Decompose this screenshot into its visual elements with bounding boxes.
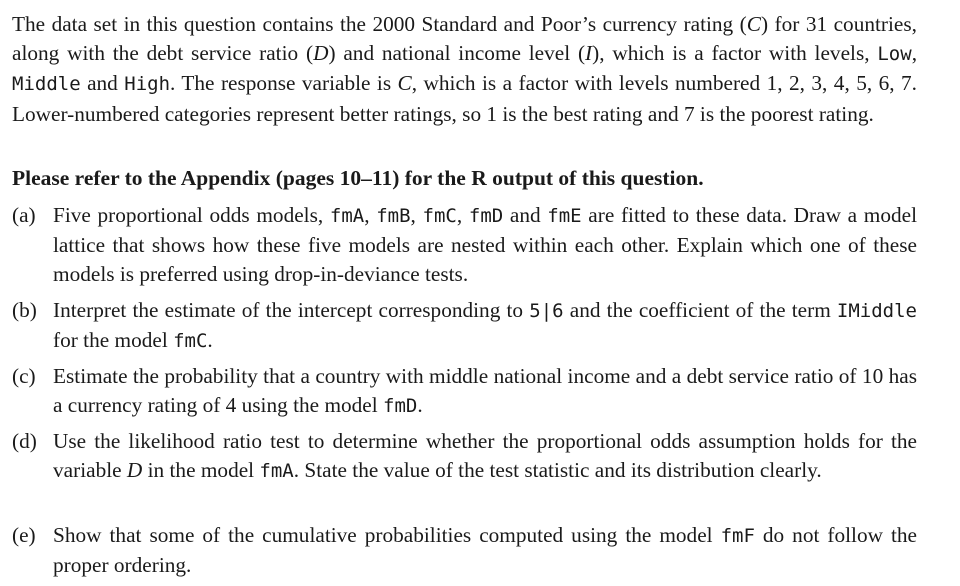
intro-text: and: [80, 71, 125, 96]
intro-text: ) for 31 countries, along with the debt service ratio (: [12, 12, 917, 66]
intro-text: The data set in this question contains the 2000 Standard and Poor’s currency rating (: [12, 12, 747, 36]
part-text: [53, 427, 917, 486]
part-text: [53, 201, 917, 290]
part-label: (b): [12, 298, 37, 322]
part-a-text: and: [503, 203, 548, 227]
var-i: I: [585, 41, 593, 66]
part-label: (a): [12, 203, 36, 227]
model-fma: fmA: [329, 205, 365, 227]
model-fmc: fmC: [173, 330, 208, 353]
var-c: C: [397, 71, 412, 96]
part-text: [53, 296, 917, 356]
intro-text: ), which is a factor with levels,: [592, 41, 878, 66]
model-fmb: fmB: [376, 205, 411, 227]
part-b-text: Interpret the estimate of the intercept corresponding to: [53, 298, 530, 322]
model-fma: fmA: [259, 460, 294, 483]
level-high: High: [124, 73, 171, 96]
part-label: (d): [12, 429, 37, 453]
part-b-text: .: [207, 328, 213, 353]
part-a-text: ,: [456, 203, 469, 227]
part-e-text: do not follow the proper ordering.: [53, 523, 917, 578]
var-d: D: [126, 458, 143, 483]
part-c-text: .: [417, 393, 423, 418]
part-b: [12, 296, 917, 356]
part-e-text: Show that some of the cumulative probabilities computed using the model: [53, 523, 721, 547]
part-label: (c): [12, 364, 36, 388]
model-fmd: fmD: [468, 205, 504, 227]
part-a-text: ,: [410, 203, 423, 227]
term-code: IMiddle: [836, 300, 917, 322]
intro-text: . The response variable is: [170, 71, 398, 96]
part-text: [53, 521, 917, 580]
model-fmd: fmD: [383, 395, 418, 418]
intro-text: , which is a factor with levels numbered 1, 2, 3, 4, 5, 6, 7. Lower-numbered categories represent better ratings, so 1 is the best rating and 7 is the poorest rating.: [12, 71, 917, 126]
part-text: [53, 362, 917, 421]
part-a-text: are fitted to these data. Draw a model lattice that shows how these five models are nested within each other. Explain which one of these models is preferred using drop-in-deviance tests.: [53, 203, 918, 287]
part-a-text: ,: [364, 203, 377, 227]
level-low: Low: [877, 43, 912, 66]
intercept-code: 5|6: [529, 300, 564, 322]
part-d-text: Use the likelihood ratio test to determine whether the proportional odds assumption holds for the variable: [53, 429, 917, 483]
part-a: [12, 201, 917, 290]
part-e: [12, 521, 917, 580]
part-b-text: for the model: [53, 328, 174, 353]
part-d-text: in the model: [142, 458, 260, 483]
model-fme: fmE: [547, 205, 582, 227]
question-intro: [12, 10, 917, 129]
part-c-text: Estimate the probability that a country with middle national income and a debt service ratio of 10 has a currency rating of 4 using the model: [53, 364, 917, 418]
var-d: D: [313, 41, 329, 66]
part-d: [12, 427, 917, 486]
appendix-reference: Please refer to the Appendix (pages 10–11) for the R output of this question.: [12, 166, 704, 190]
intro-text: ,: [911, 41, 918, 66]
model-fmf: fmF: [720, 525, 755, 547]
part-b-text: and the coefficient of the term: [563, 298, 837, 322]
intro-text: ) and national income level (: [328, 41, 586, 66]
part-d-text: . State the value of the test statistic and its distribution clearly.: [293, 458, 822, 483]
part-label: (e): [12, 523, 36, 547]
part-c: [12, 362, 917, 421]
level-middle: Middle: [12, 73, 81, 96]
model-fmc: fmC: [422, 205, 457, 227]
var-c: C: [746, 12, 761, 36]
part-a-text: Five proportional odds models,: [53, 203, 330, 227]
